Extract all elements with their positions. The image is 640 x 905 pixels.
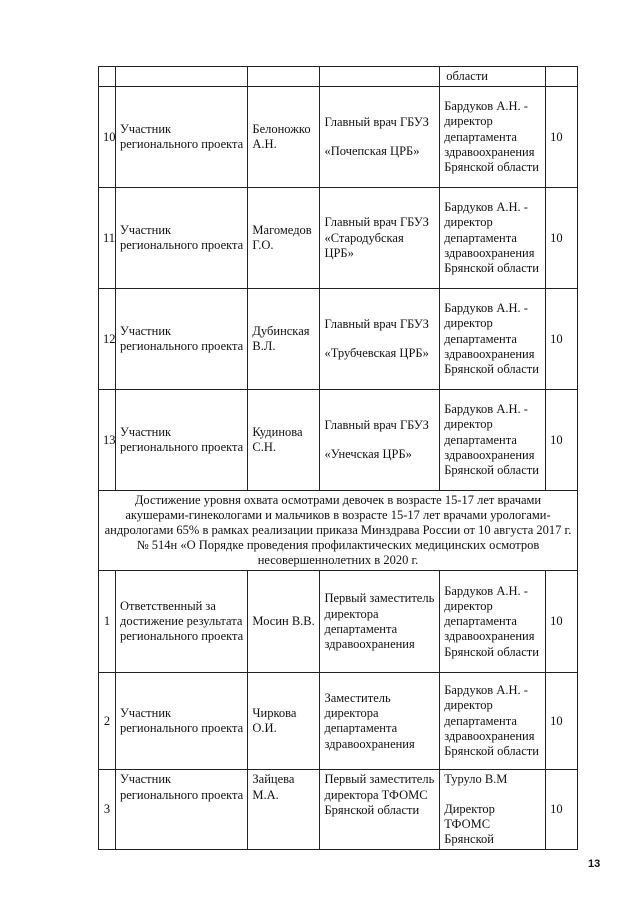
cell-num: 11 (99, 188, 116, 289)
cell-role: Участник регионального проекта (115, 673, 247, 770)
cell-role: Участник регионального проекта (115, 390, 247, 491)
cell-score: 10 (546, 289, 578, 390)
cell-role: Участник регионального проекта (115, 87, 247, 188)
organization-name: «Стародубская ЦРБ» (324, 230, 404, 260)
cell-approver (440, 770, 546, 850)
position-title: Главный врач ГБУЗ (324, 215, 429, 230)
cell-name: Дубинская В.Л. (248, 289, 320, 390)
organization-name: «Почепская ЦРБ» (324, 144, 420, 159)
cell-name (248, 67, 320, 87)
table-row (99, 673, 578, 770)
cell-approver: области (440, 67, 546, 87)
cell-score: 10 (546, 673, 578, 770)
cell-num (99, 67, 116, 87)
cell-name: Магомедов Г.О. (248, 188, 320, 289)
cell-position (320, 188, 440, 289)
table-row (99, 188, 578, 289)
table-row (99, 571, 578, 673)
page-number: 13 (588, 858, 601, 870)
cell-approver: Бардуков А.Н. - директор департамента здравоохранения Брянской области (440, 289, 546, 390)
cell-score: 10 (546, 87, 578, 188)
cell-num: 13 (99, 390, 116, 491)
cell-position (320, 87, 440, 188)
table-row (99, 67, 578, 87)
cell-name: Чиркова О.И. (248, 673, 320, 770)
cell-role: Участник регионального проекта (115, 289, 247, 390)
section-heading-row (99, 491, 578, 571)
cell-role: Ответственный за достижение результата регионального проекта (115, 571, 247, 673)
cell-approver: Бардуков А.Н. - директор департамента здравоохранения Брянской области (440, 673, 546, 770)
approver-name: Туруло В.М (444, 772, 508, 787)
cell-position: Первый заместитель директора департамента здравоохранения (320, 571, 440, 673)
section-heading: Достижение уровня охвата осмотрами девочек в возрасте 15-17 лет врачами акушерами-гинекологами и мальчиков в возрасте 15-17 лет врачами урологами-андрологами 65% в рамках реализации приказа Минздрава России от 10 августа 2017 г. № 514н «О Порядке проведения профилактических медицинских осмотров несовершеннолетних в 2020 г. (99, 491, 578, 571)
cell-approver: Бардуков А.Н. - директор департамента здравоохранения Брянской области (440, 390, 546, 491)
cell-position (320, 67, 440, 87)
cell-num: 3 (99, 770, 116, 850)
table-row (99, 87, 578, 188)
cell-position: Заместитель директора департамента здравоохранения (320, 673, 440, 770)
cell-role: Участник регионального проекта (115, 188, 247, 289)
organization-name: «Трубчевская ЦРБ» (324, 346, 429, 361)
cell-position (320, 289, 440, 390)
cell-score (546, 67, 578, 87)
position-title: Главный врач ГБУЗ (324, 418, 429, 432)
cell-score: 10 (546, 770, 578, 850)
organization-name: «Унечская ЦРБ» (324, 447, 412, 462)
cell-score: 10 (546, 571, 578, 673)
table-row (99, 289, 578, 390)
cell-approver: Бардуков А.Н. - директор департамента здравоохранения Брянской области (440, 87, 546, 188)
position-title: Главный врач ГБУЗ (324, 115, 429, 129)
cell-name: Белоножко А.Н. (248, 87, 320, 188)
cell-role: Участник регионального проекта (115, 770, 247, 850)
position-title: Главный врач ГБУЗ (324, 317, 429, 331)
approver-title: Директор ТФОМС Брянской (444, 801, 495, 846)
cell-num: 10 (99, 87, 116, 188)
cell-num: 1 (99, 571, 116, 673)
cell-num: 12 (99, 289, 116, 390)
cell-name: Кудинова С.Н. (248, 390, 320, 491)
table-row (99, 390, 578, 491)
cell-score: 10 (546, 188, 578, 289)
cell-approver: Бардуков А.Н. - директор департамента здравоохранения Брянской области (440, 571, 546, 673)
cell-name: Зайцева М.А. (248, 770, 320, 850)
cell-position (320, 390, 440, 491)
cell-role (115, 67, 247, 87)
cell-score: 10 (546, 390, 578, 491)
cell-num: 2 (99, 673, 116, 770)
cell-approver: Бардуков А.Н. - директор департамента здравоохранения Брянской области (440, 188, 546, 289)
cell-position: Первый заместитель директора ТФОМС Брянской области (320, 770, 440, 850)
cell-name: Мосин В.В. (248, 571, 320, 673)
table-row (99, 770, 578, 850)
assignment-table (98, 66, 578, 850)
